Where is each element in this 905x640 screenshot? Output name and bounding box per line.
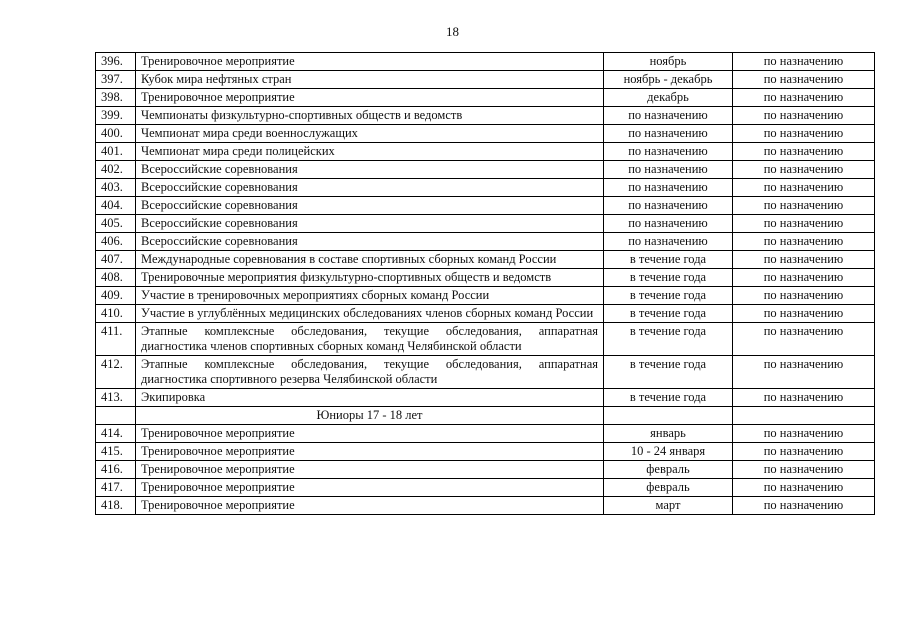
event-name: Кубок мира нефтяных стран	[136, 71, 604, 89]
row-number: 405.	[96, 215, 136, 233]
section-row	[96, 407, 875, 425]
event-dates: январь	[604, 425, 733, 443]
event-dates: по назначению	[604, 197, 733, 215]
events-table	[95, 52, 875, 515]
table-row	[96, 161, 875, 179]
table-row	[96, 197, 875, 215]
table-row	[96, 89, 875, 107]
row-number: 408.	[96, 269, 136, 287]
row-number: 404.	[96, 197, 136, 215]
table-row	[96, 443, 875, 461]
event-name: Этапные комплексные обследования, текущие обследования, аппаратная диагностика членов спортивных сборных команд Челябинской области	[136, 323, 604, 356]
event-responsible: по назначению	[733, 479, 875, 497]
event-dates: февраль	[604, 461, 733, 479]
row-number: 396.	[96, 53, 136, 71]
table-row	[96, 323, 875, 356]
event-dates: 10 - 24 января	[604, 443, 733, 461]
row-number: 417.	[96, 479, 136, 497]
event-dates: в течение года	[604, 287, 733, 305]
section-title: Юниоры 17 - 18 лет	[136, 407, 604, 425]
event-name: Тренировочное мероприятие	[136, 443, 604, 461]
event-name: Участие в тренировочных мероприятиях сборных команд России	[136, 287, 604, 305]
table-row	[96, 269, 875, 287]
table-row	[96, 479, 875, 497]
row-number: 400.	[96, 125, 136, 143]
events-table-body	[96, 53, 875, 515]
event-name: Участие в углублённых медицинских обследованиях членов сборных команд России	[136, 305, 604, 323]
event-name: Тренировочное мероприятие	[136, 425, 604, 443]
row-number: 406.	[96, 233, 136, 251]
event-responsible: по назначению	[733, 215, 875, 233]
row-number: 407.	[96, 251, 136, 269]
row-number: 415.	[96, 443, 136, 461]
table-row	[96, 233, 875, 251]
event-responsible: по назначению	[733, 269, 875, 287]
event-name: Всероссийские соревнования	[136, 179, 604, 197]
row-number: 416.	[96, 461, 136, 479]
table-row	[96, 71, 875, 89]
event-dates: в течение года	[604, 356, 733, 389]
table-row	[96, 251, 875, 269]
row-number: 409.	[96, 287, 136, 305]
event-name: Этапные комплексные обследования, текущие обследования, аппаратная диагностика спортивного резерва Челябинской области	[136, 356, 604, 389]
event-dates: в течение года	[604, 323, 733, 356]
event-dates: по назначению	[604, 143, 733, 161]
table-row	[96, 287, 875, 305]
table-row	[96, 461, 875, 479]
empty-cell	[733, 407, 875, 425]
event-dates: в течение года	[604, 269, 733, 287]
event-responsible: по назначению	[733, 323, 875, 356]
event-responsible: по назначению	[733, 179, 875, 197]
empty-cell	[604, 407, 733, 425]
event-name: Тренировочное мероприятие	[136, 479, 604, 497]
row-number: 411.	[96, 323, 136, 356]
event-dates: ноябрь	[604, 53, 733, 71]
row-number: 403.	[96, 179, 136, 197]
event-responsible: по назначению	[733, 389, 875, 407]
table-row	[96, 143, 875, 161]
event-name: Всероссийские соревнования	[136, 161, 604, 179]
event-name: Всероссийские соревнования	[136, 197, 604, 215]
event-dates: по назначению	[604, 179, 733, 197]
event-name: Всероссийские соревнования	[136, 233, 604, 251]
event-responsible: по назначению	[733, 443, 875, 461]
event-responsible: по назначению	[733, 197, 875, 215]
event-dates: март	[604, 497, 733, 515]
row-number: 418.	[96, 497, 136, 515]
event-dates: ноябрь - декабрь	[604, 71, 733, 89]
event-responsible: по назначению	[733, 53, 875, 71]
event-name: Тренировочные мероприятия физкультурно-спортивных обществ и ведомств	[136, 269, 604, 287]
event-name: Чемпионат мира среди военнослужащих	[136, 125, 604, 143]
event-responsible: по назначению	[733, 305, 875, 323]
event-name: Тренировочное мероприятие	[136, 461, 604, 479]
table-row	[96, 107, 875, 125]
event-responsible: по назначению	[733, 251, 875, 269]
event-name: Экипировка	[136, 389, 604, 407]
event-dates: декабрь	[604, 89, 733, 107]
event-name: Международные соревнования в составе спортивных сборных команд России	[136, 251, 604, 269]
event-responsible: по назначению	[733, 425, 875, 443]
event-dates: по назначению	[604, 233, 733, 251]
event-dates: в течение года	[604, 305, 733, 323]
table-row	[96, 305, 875, 323]
table-row	[96, 356, 875, 389]
empty-cell	[96, 407, 136, 425]
event-responsible: по назначению	[733, 161, 875, 179]
event-dates: февраль	[604, 479, 733, 497]
table-row	[96, 179, 875, 197]
row-number: 410.	[96, 305, 136, 323]
row-number: 399.	[96, 107, 136, 125]
row-number: 412.	[96, 356, 136, 389]
table-row	[96, 53, 875, 71]
event-responsible: по назначению	[733, 287, 875, 305]
event-dates: по назначению	[604, 161, 733, 179]
event-name: Тренировочное мероприятие	[136, 89, 604, 107]
table-row	[96, 125, 875, 143]
event-responsible: по назначению	[733, 125, 875, 143]
event-responsible: по назначению	[733, 461, 875, 479]
event-responsible: по назначению	[733, 89, 875, 107]
event-name: Чемпионат мира среди полицейских	[136, 143, 604, 161]
event-dates: в течение года	[604, 251, 733, 269]
row-number: 398.	[96, 89, 136, 107]
row-number: 401.	[96, 143, 136, 161]
event-name: Тренировочное мероприятие	[136, 497, 604, 515]
event-name: Тренировочное мероприятие	[136, 53, 604, 71]
event-responsible: по назначению	[733, 233, 875, 251]
event-name: Чемпионаты физкультурно-спортивных обществ и ведомств	[136, 107, 604, 125]
event-responsible: по назначению	[733, 497, 875, 515]
table-row	[96, 425, 875, 443]
event-responsible: по назначению	[733, 143, 875, 161]
event-responsible: по назначению	[733, 356, 875, 389]
row-number: 402.	[96, 161, 136, 179]
event-dates: по назначению	[604, 215, 733, 233]
table-row	[96, 215, 875, 233]
event-dates: по назначению	[604, 107, 733, 125]
event-responsible: по назначению	[733, 71, 875, 89]
row-number: 413.	[96, 389, 136, 407]
event-dates: по назначению	[604, 125, 733, 143]
row-number: 397.	[96, 71, 136, 89]
table-row	[96, 389, 875, 407]
row-number: 414.	[96, 425, 136, 443]
event-responsible: по назначению	[733, 107, 875, 125]
event-dates: в течение года	[604, 389, 733, 407]
event-name: Всероссийские соревнования	[136, 215, 604, 233]
page-number: 18	[446, 24, 459, 39]
table-row	[96, 497, 875, 515]
